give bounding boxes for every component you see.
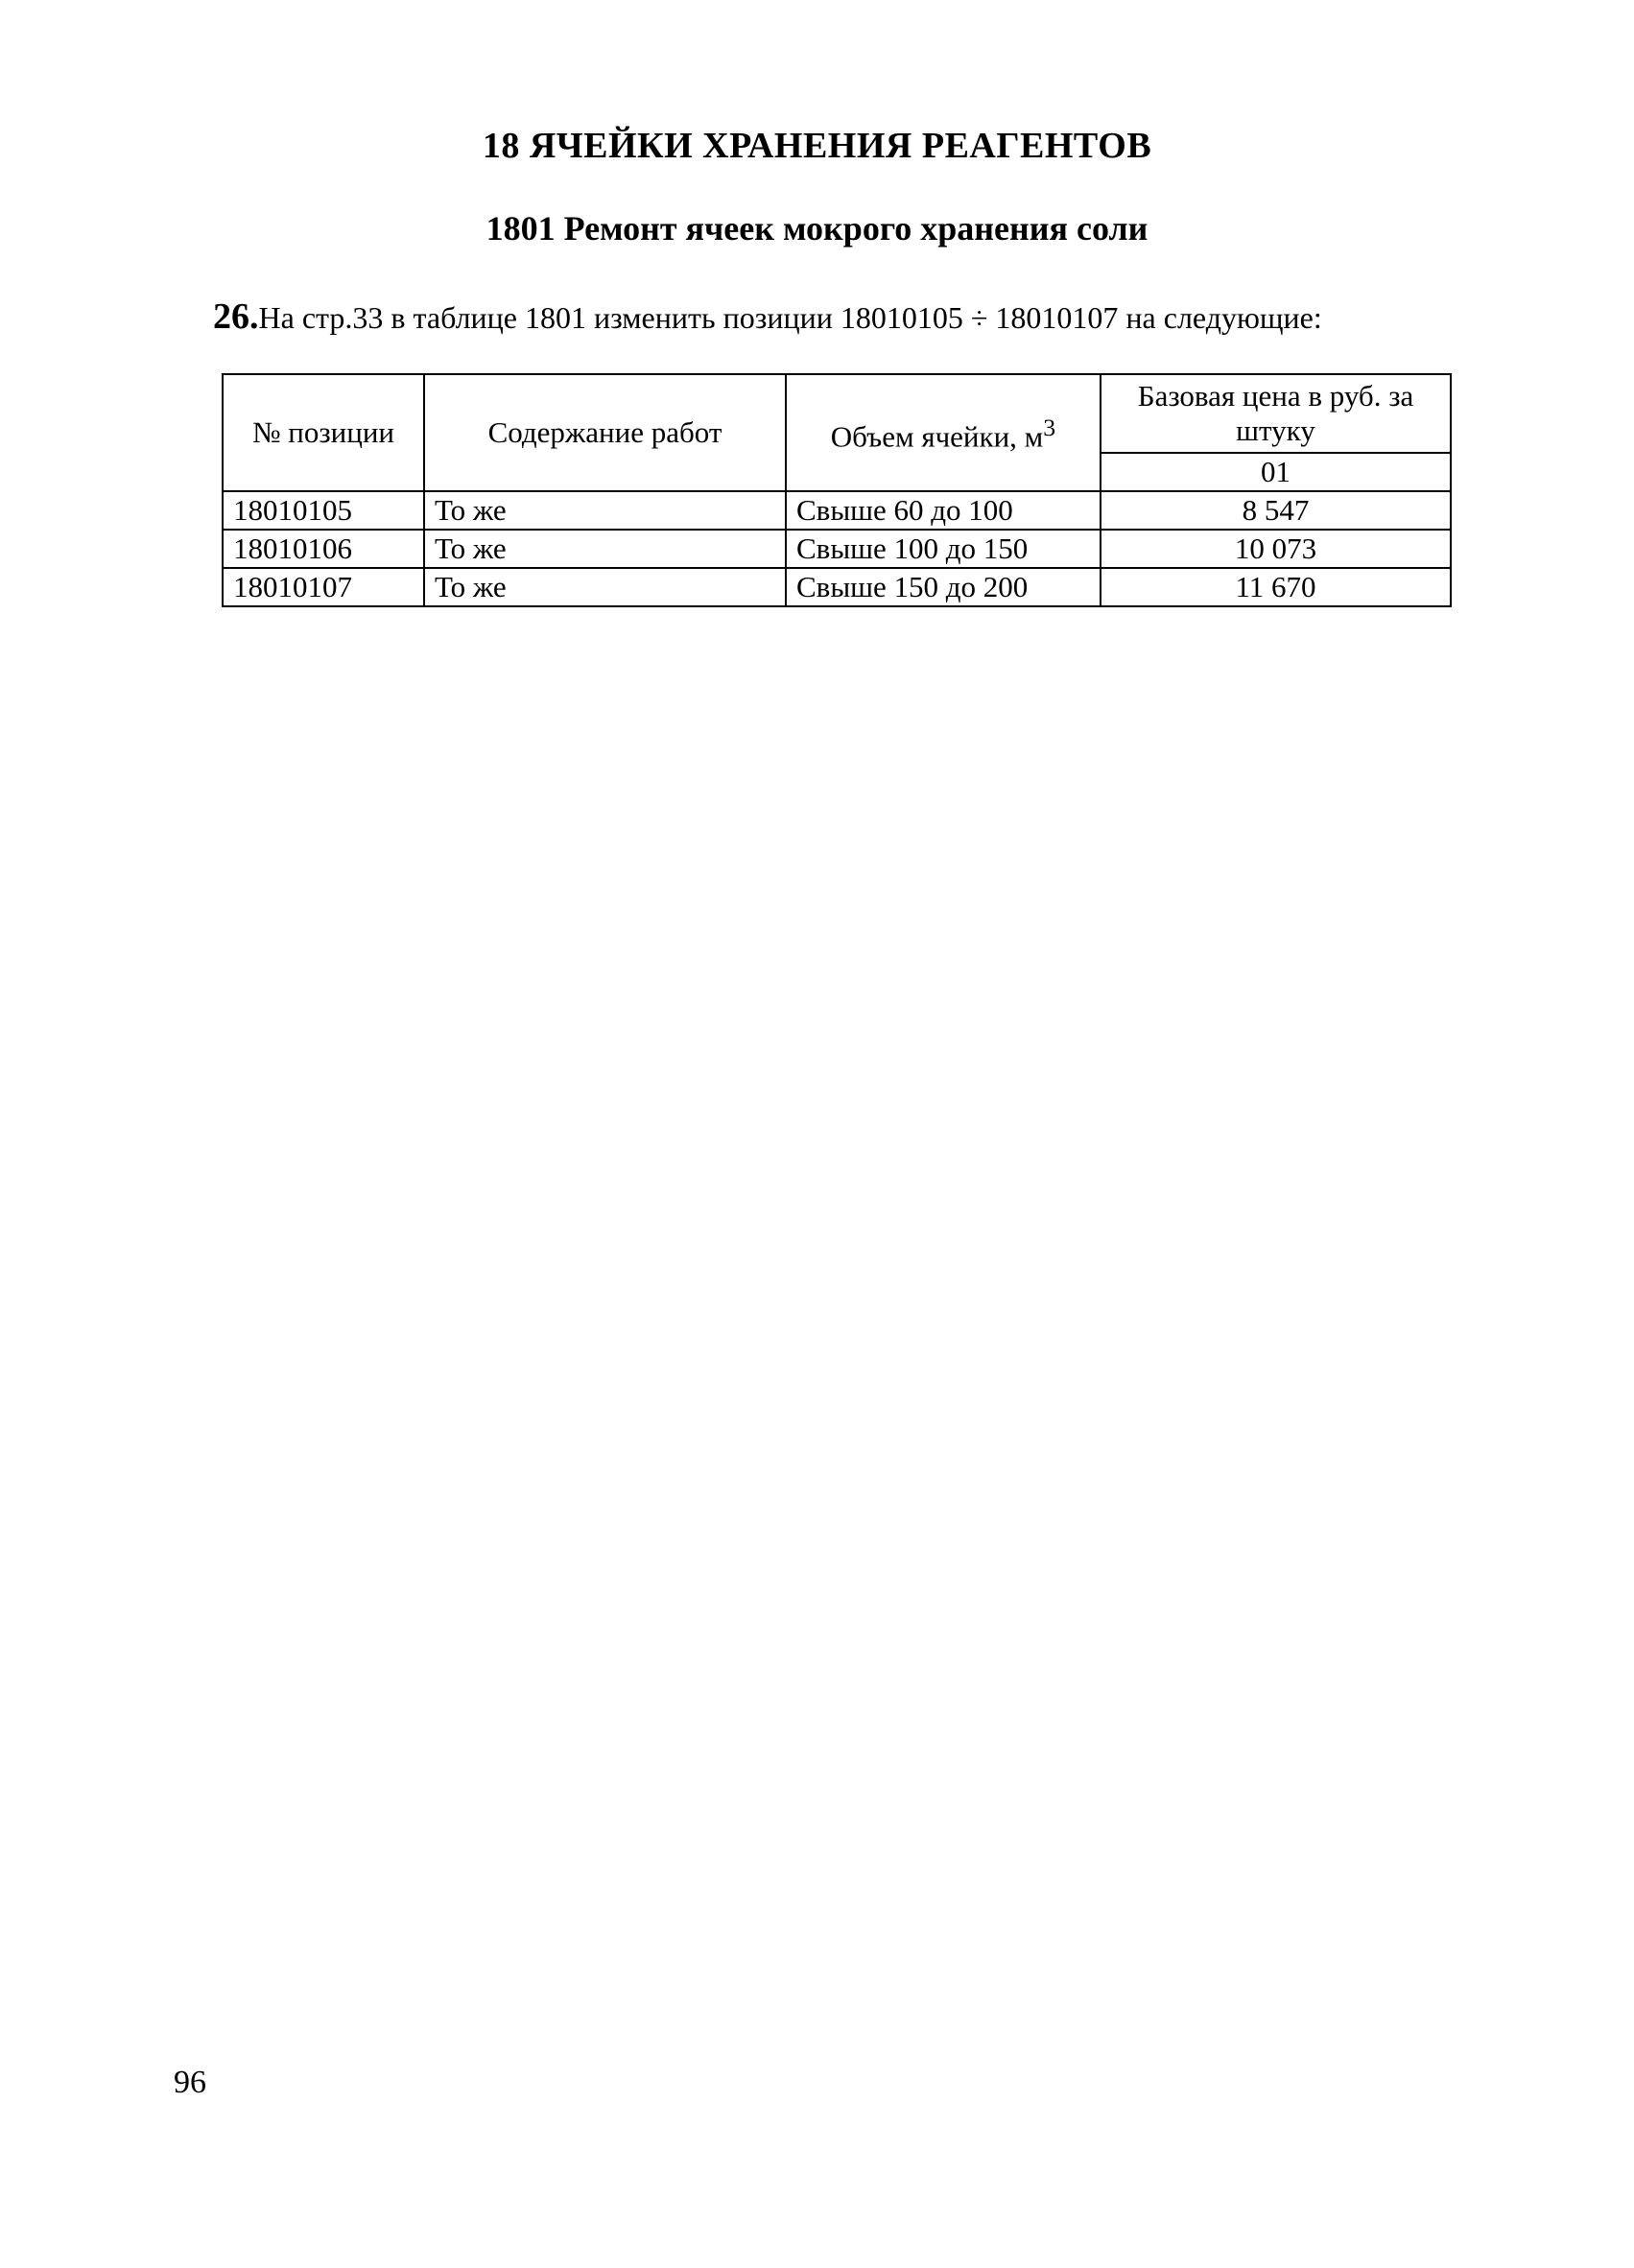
cell-work: То же bbox=[424, 491, 786, 530]
cell-position: 18010106 bbox=[223, 530, 424, 568]
price-table bbox=[222, 373, 1452, 607]
header-position: № позиции bbox=[223, 374, 424, 491]
cell-work: То же bbox=[424, 530, 786, 568]
cell-price: 8 547 bbox=[1101, 491, 1451, 530]
cell-position: 18010107 bbox=[223, 568, 424, 606]
table-row bbox=[223, 530, 1451, 568]
table-row bbox=[223, 568, 1451, 606]
table-row bbox=[223, 491, 1451, 530]
cell-volume: Свыше 150 до 200 bbox=[786, 568, 1101, 606]
header-volume-unit-exponent: 3 bbox=[1043, 413, 1056, 442]
cell-price: 11 670 bbox=[1101, 568, 1451, 606]
subsection-title: 1801 Ремонт ячеек мокрого хранения соли bbox=[485, 209, 1149, 248]
section-title: 18 ЯЧЕЙКИ ХРАНЕНИЯ РЕАГЕНТОВ bbox=[482, 126, 1152, 166]
item-paragraph bbox=[213, 295, 1322, 338]
cell-position: 18010105 bbox=[223, 491, 424, 530]
item-text: На стр.33 в таблице 1801 изменить позиции 18010105 ÷ 18010107 на следующие: bbox=[258, 300, 1322, 335]
header-work: Содержание работ bbox=[424, 374, 786, 491]
cell-volume: Свыше 100 до 150 bbox=[786, 530, 1101, 568]
header-price: Базовая цена в руб. за штуку bbox=[1101, 374, 1451, 453]
header-volume bbox=[786, 374, 1101, 491]
header-price-column-code: 01 bbox=[1101, 453, 1451, 491]
header-volume-label: Объем ячейки, м bbox=[830, 419, 1044, 454]
item-number: 26. bbox=[213, 296, 259, 337]
cell-volume: Свыше 60 до 100 bbox=[786, 491, 1101, 530]
cell-work: То же bbox=[424, 568, 786, 606]
page-number: 96 bbox=[174, 2065, 206, 2100]
cell-price: 10 073 bbox=[1101, 530, 1451, 568]
